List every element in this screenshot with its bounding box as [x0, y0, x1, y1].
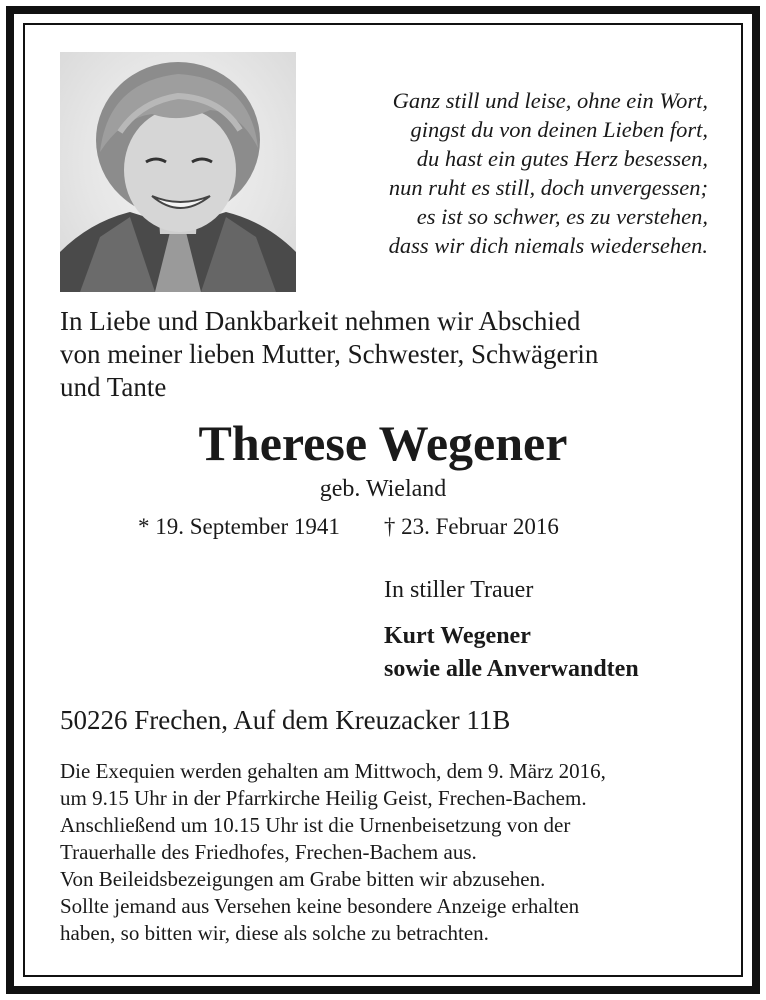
notice-line: Sollte jemand aus Versehen keine besondere Anzeige erhalten	[60, 894, 580, 918]
intro-line: In Liebe und Dankbarkeit nehmen wir Abschied	[60, 306, 581, 336]
poem-line: du hast ein gutes Herz besessen,	[416, 146, 708, 171]
poem-line: es ist so schwer, es zu verstehen,	[416, 204, 708, 229]
notice-line: um 9.15 Uhr in der Pfarrkirche Heilig Geist, Frechen-Bachem.	[60, 786, 587, 810]
funeral-notice	[60, 758, 710, 947]
death-date: † 23. Februar 2016	[383, 514, 559, 539]
birth-date: * 19. September 1941	[138, 514, 340, 539]
notice-line: Die Exequien werden gehalten am Mittwoch, dem 9. März 2016,	[60, 759, 606, 783]
intro-line: und Tante	[60, 372, 167, 402]
poem-line: dass wir dich niemals wiedersehen.	[388, 233, 708, 258]
notice-line: Von Beileidsbezeigungen am Grabe bitten wir abzusehen.	[60, 867, 546, 891]
poem-line: gingst du von deinen Lieben fort,	[410, 117, 708, 142]
signer-relatives: sowie alle Anverwandten	[384, 656, 639, 682]
signer-name: Kurt Wegener	[384, 623, 531, 649]
notice-line: haben, so bitten wir, diese als solche zu betrachten.	[60, 921, 489, 945]
signers	[384, 620, 639, 686]
maiden-name: geb. Wieland	[319, 476, 447, 502]
poem-line: Ganz still und leise, ohne ein Wort,	[392, 88, 708, 113]
mourning-line: In stiller Trauer	[384, 577, 534, 603]
notice-line: Trauerhalle des Friedhofes, Frechen-Bachem aus.	[60, 840, 477, 864]
deceased-name: Therese Wegener	[198, 415, 568, 471]
address: 50226 Frechen, Auf dem Kreuzacker 11B	[60, 705, 511, 735]
life-dates	[138, 512, 559, 542]
intro-line: von meiner lieben Mutter, Schwester, Schwägerin	[60, 339, 599, 369]
poem-line: nun ruht es still, doch unvergessen;	[388, 175, 708, 200]
portrait-photo	[60, 52, 296, 292]
poem	[300, 86, 708, 260]
notice-line: Anschließend um 10.15 Uhr ist die Urnenbeisetzung von der	[60, 813, 571, 837]
farewell-intro	[60, 305, 710, 404]
